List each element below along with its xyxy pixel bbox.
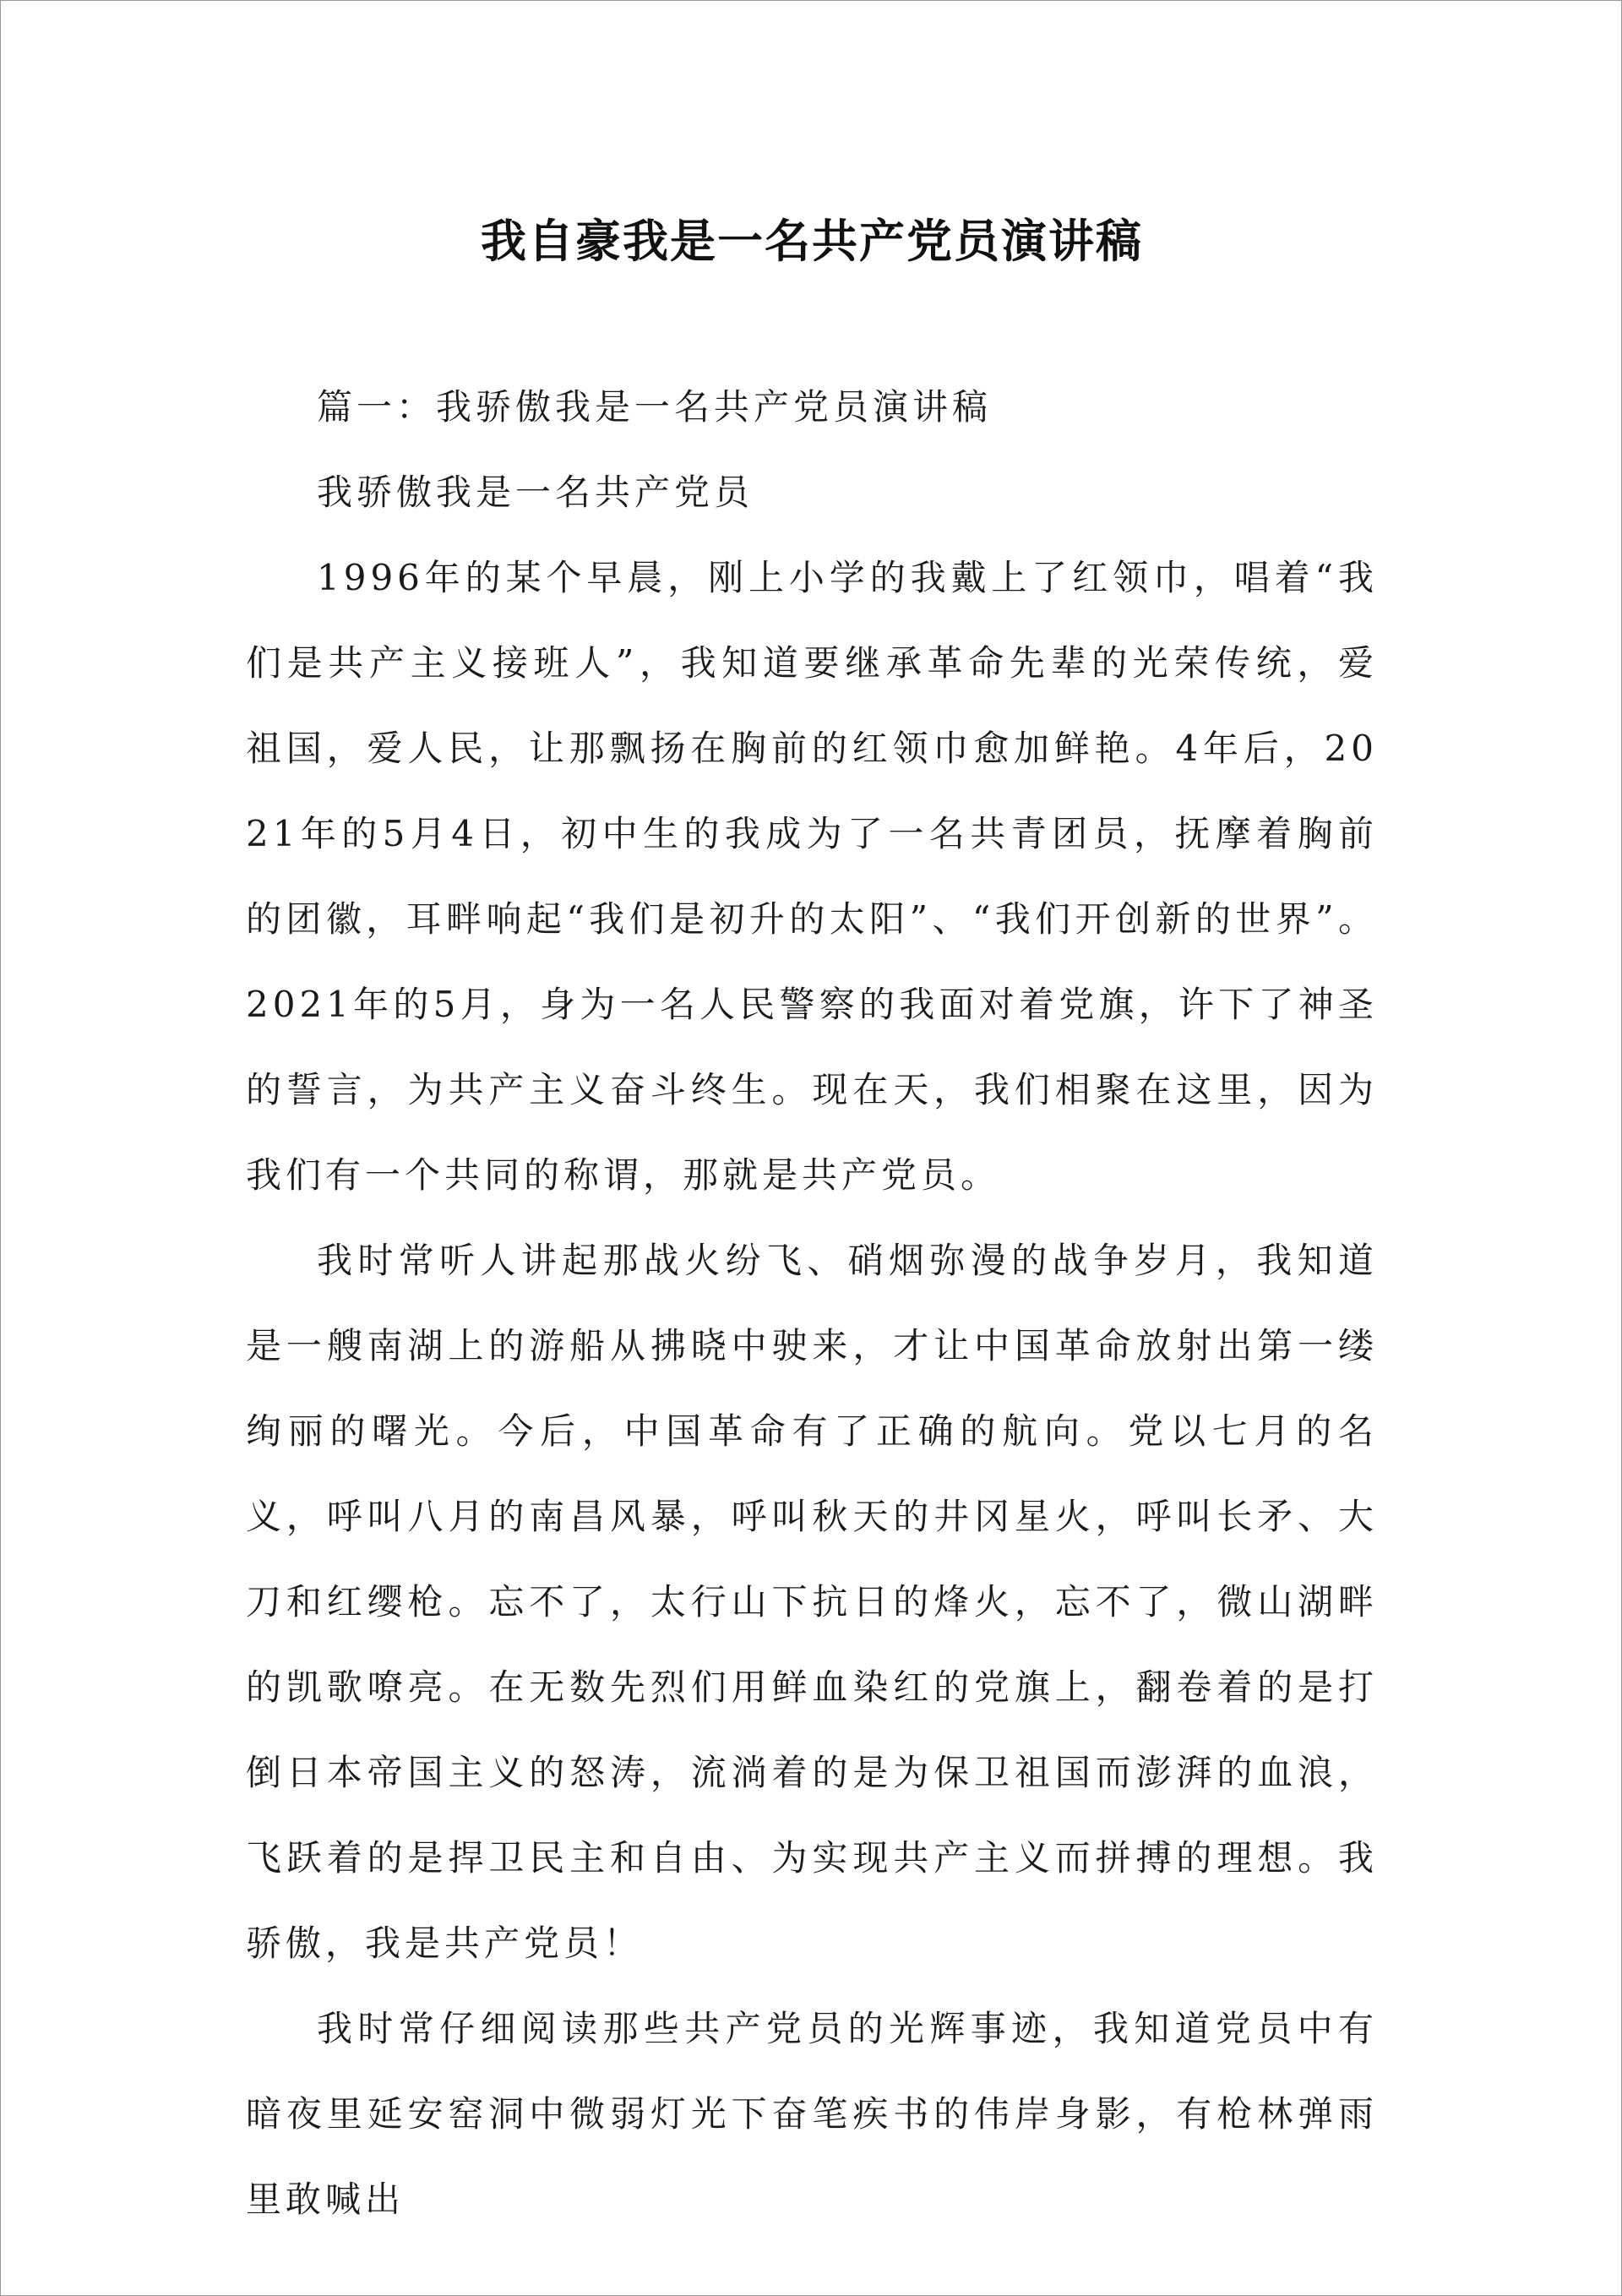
body-paragraph: 我时常听人讲起那战火纷飞、硝烟弥漫的战争岁月，我知道是一艘南湖上的游船从拂晓中驶来，才让中国革命放射出第一缕绚丽的曙光。今后，中国革命有了正确的航向。党以七月的名义，呼叫八月的南昌风暴，呼叫秋天的井冈星火，呼叫长矛、大刀和红缨枪。忘不了，太行山下抗日的烽火，忘不了，微山湖畔的凯歌嘹亮。在无数先烈们用鲜血染红的党旗上，翻卷着的是打倒日本帝国主义的怒涛，流淌着的是为保卫祖国而澎湃的血浪，飞跃着的是捍卫民主和自由、为实现共产主义而拼搏的理想。我骄傲，我是共产党员！ bbox=[246, 1240, 1378, 1964]
body-paragraph: 1996年的某个早晨，刚上小学的我戴上了红领巾，唱着“我们是共产主义接班人”，我知道要继承革命先辈的光荣传统，爱祖国，爱人民，让那飘扬在胸前的红领巾愈加鲜艳。4年后，2021年的5月4日，初中生的我成为了一名共青团员，抚摩着胸前的团徽，耳畔响起“我们是初升的太阳”、“我们开创新的世界”。2021年的5月，身为一名人民警察的我面对着党旗，许下了神圣的誓言，为共产主义奋斗终生。现在天，我们相聚在这里，因为我们有一个共同的称谓，那就是共产党员。 bbox=[246, 557, 1378, 1196]
section-heading: 篇一：我骄傲我是一名共产党员演讲稿 bbox=[317, 386, 993, 428]
speech-title: 我骄傲我是一名共产党员 bbox=[317, 472, 754, 513]
document-page bbox=[246, 0, 1378, 2242]
document-title: 我自豪我是一名共产党员演讲稿 bbox=[481, 214, 1143, 268]
document-body bbox=[246, 364, 1378, 2242]
body-paragraph: 我时常仔细阅读那些共产党员的光辉事迹，我知道党员中有暗夜里延安窑洞中微弱灯光下奋笔疾书的伟岸身影，有枪林弹雨里敢喊出 bbox=[246, 2008, 1378, 2220]
